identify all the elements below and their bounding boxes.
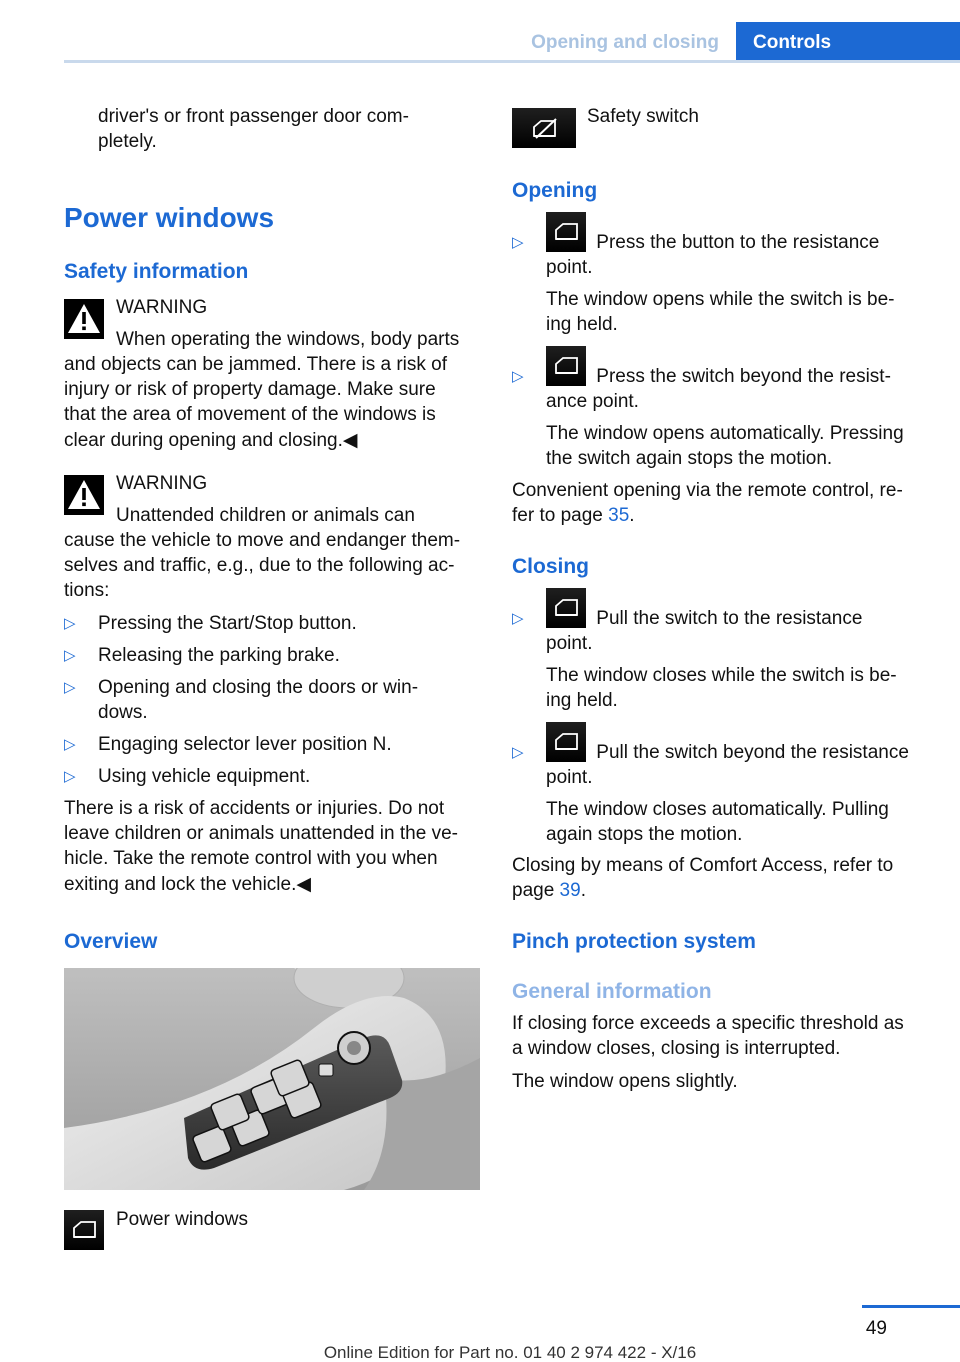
- window-switch-icon: [64, 1210, 104, 1250]
- list-item: [64, 675, 480, 725]
- list-item: [512, 346, 928, 471]
- list-item-text: Engaging selector lever position N.: [98, 734, 392, 755]
- risk-line2: leave children or animals unattended in the ve‐: [64, 823, 458, 844]
- list-item-text: ance point.: [546, 391, 639, 412]
- list-item-text: The window closes while the switch is be‐: [546, 665, 897, 686]
- list-item-text: Using vehicle equipment.: [98, 766, 311, 787]
- general-line2: a window closes, closing is interrupted.: [512, 1038, 841, 1059]
- comfort-line2-text: page: [512, 880, 560, 901]
- list-item-text: ing held.: [546, 314, 618, 335]
- risk-line4: exiting and lock the vehicle.◀: [64, 874, 311, 895]
- caption-text: Power windows: [116, 1209, 248, 1230]
- window-switch-icon: [546, 212, 586, 252]
- pinch-heading: Pinch protection system: [512, 930, 756, 953]
- list-item: [64, 764, 480, 789]
- list-item-text: point.: [546, 767, 593, 788]
- conv-line2-end: .: [629, 505, 635, 526]
- list-item: [64, 643, 480, 668]
- warning2-line2: cause the vehicle to move and endanger them‐: [64, 530, 461, 551]
- list-item-text: Press the switch beyond the resist‐: [591, 366, 891, 387]
- warning2-line3: selves and traffic, e.g., due to the following ac‐: [64, 555, 455, 576]
- list-item-text: again stops the motion.: [546, 824, 743, 845]
- list-item-text: the switch again stops the motion.: [546, 448, 833, 469]
- window-switch-icon: [546, 346, 586, 386]
- list-item-text: Pull the switch to the resistance: [591, 608, 863, 629]
- page-link-39[interactable]: 39: [559, 880, 581, 901]
- general-heading: General information: [512, 980, 712, 1003]
- window-switch-icon: [546, 588, 586, 628]
- list-item-text: ing held.: [546, 690, 618, 711]
- list-item-text: The window opens automatically. Pressing: [546, 423, 904, 444]
- conv-line2-text: fer to page: [512, 505, 609, 526]
- warning2-label: WARNING: [116, 473, 208, 494]
- list-item: [512, 722, 928, 847]
- warning-icon: [64, 299, 104, 339]
- list-item-text: Press the button to the resistance: [591, 232, 880, 253]
- caption-text: Safety switch: [587, 106, 699, 127]
- safety-switch-caption: [512, 106, 699, 148]
- general-line1: If closing force exceeds a specific threshold as: [512, 1013, 904, 1034]
- list-item-text: The window opens while the switch is be‐: [546, 289, 895, 310]
- page-number: 49: [865, 1318, 887, 1339]
- warning1-line4: that the area of movement of the windows is: [64, 404, 436, 425]
- list-item-text: Releasing the parking brake.: [98, 645, 340, 666]
- opens-slightly: The window opens slightly.: [512, 1071, 738, 1092]
- warning1-line5: clear during opening and closing.◀: [64, 430, 358, 451]
- warning1-line1: When operating the windows, body parts: [116, 329, 460, 350]
- safety-heading: Safety information: [64, 260, 249, 283]
- bullet-icon: ▷: [512, 234, 524, 251]
- list-item: [64, 611, 480, 636]
- window-switch-icon: [546, 722, 586, 762]
- warning-icon: [64, 475, 104, 515]
- warning1-line2: and objects can be jammed. There is a risk of: [64, 354, 448, 375]
- list-item-text: Pull the switch beyond the resistance: [591, 742, 909, 763]
- list-item: [64, 732, 480, 757]
- risk-line1: There is a risk of accidents or injuries. Do not: [64, 798, 445, 819]
- page-link-35[interactable]: 35: [608, 505, 630, 526]
- warning1-label: WARNING: [116, 297, 208, 318]
- header-rule: [64, 60, 960, 63]
- power-windows-caption: [64, 1209, 248, 1250]
- list-item: [512, 588, 928, 713]
- bullet-icon: ▷: [64, 615, 76, 632]
- list-item-text: point.: [546, 633, 593, 654]
- warning2-line1: Unattended children or animals can: [116, 505, 415, 526]
- intro-line-2: pletely.: [98, 131, 157, 152]
- footer-rule: [862, 1305, 960, 1308]
- comfort-line1: Closing by means of Comfort Access, refer to: [512, 855, 894, 876]
- comfort-line2: [512, 878, 586, 903]
- overview-heading: Overview: [64, 930, 158, 953]
- conv-line1: Convenient opening via the remote control, re‐: [512, 480, 903, 501]
- list-item: [512, 212, 928, 337]
- edition-text: Online Edition for Part no. 01 40 2 974 422 - X/16: [323, 1343, 697, 1362]
- page-title: Power windows: [64, 202, 275, 233]
- opening-heading: Opening: [512, 179, 598, 202]
- list-item-text: Opening and closing the doors or win‐: [98, 677, 419, 698]
- door-panel-image: [64, 968, 480, 1190]
- list-item-text: dows.: [98, 702, 148, 723]
- bullet-icon: ▷: [64, 679, 76, 696]
- bullet-icon: ▷: [512, 744, 524, 761]
- comfort-line2-end: .: [580, 880, 586, 901]
- bullet-icon: ▷: [64, 647, 76, 664]
- bullet-icon: ▷: [64, 768, 76, 785]
- header-section-title: Opening and closing: [531, 32, 719, 53]
- list-item-text: Pressing the Start/Stop button.: [98, 613, 357, 634]
- header-tab-controls[interactable]: Controls: [736, 22, 960, 63]
- safety-switch-icon: [512, 108, 576, 148]
- warning1-line3: injury or risk of property damage. Make sure: [64, 379, 436, 400]
- risk-line3: hicle. Take the remote control with you when: [64, 848, 438, 869]
- conv-line2: [512, 503, 635, 528]
- bullet-icon: ▷: [64, 736, 76, 753]
- closing-heading: Closing: [512, 555, 589, 578]
- warning2-line4: tions:: [64, 580, 110, 601]
- bullet-icon: ▷: [512, 610, 524, 627]
- bullet-icon: ▷: [512, 368, 524, 385]
- list-item-text: The window closes automatically. Pulling: [546, 799, 889, 820]
- intro-line-1: driver's or front passenger door com‐: [98, 106, 409, 127]
- list-item-text: point.: [546, 257, 593, 278]
